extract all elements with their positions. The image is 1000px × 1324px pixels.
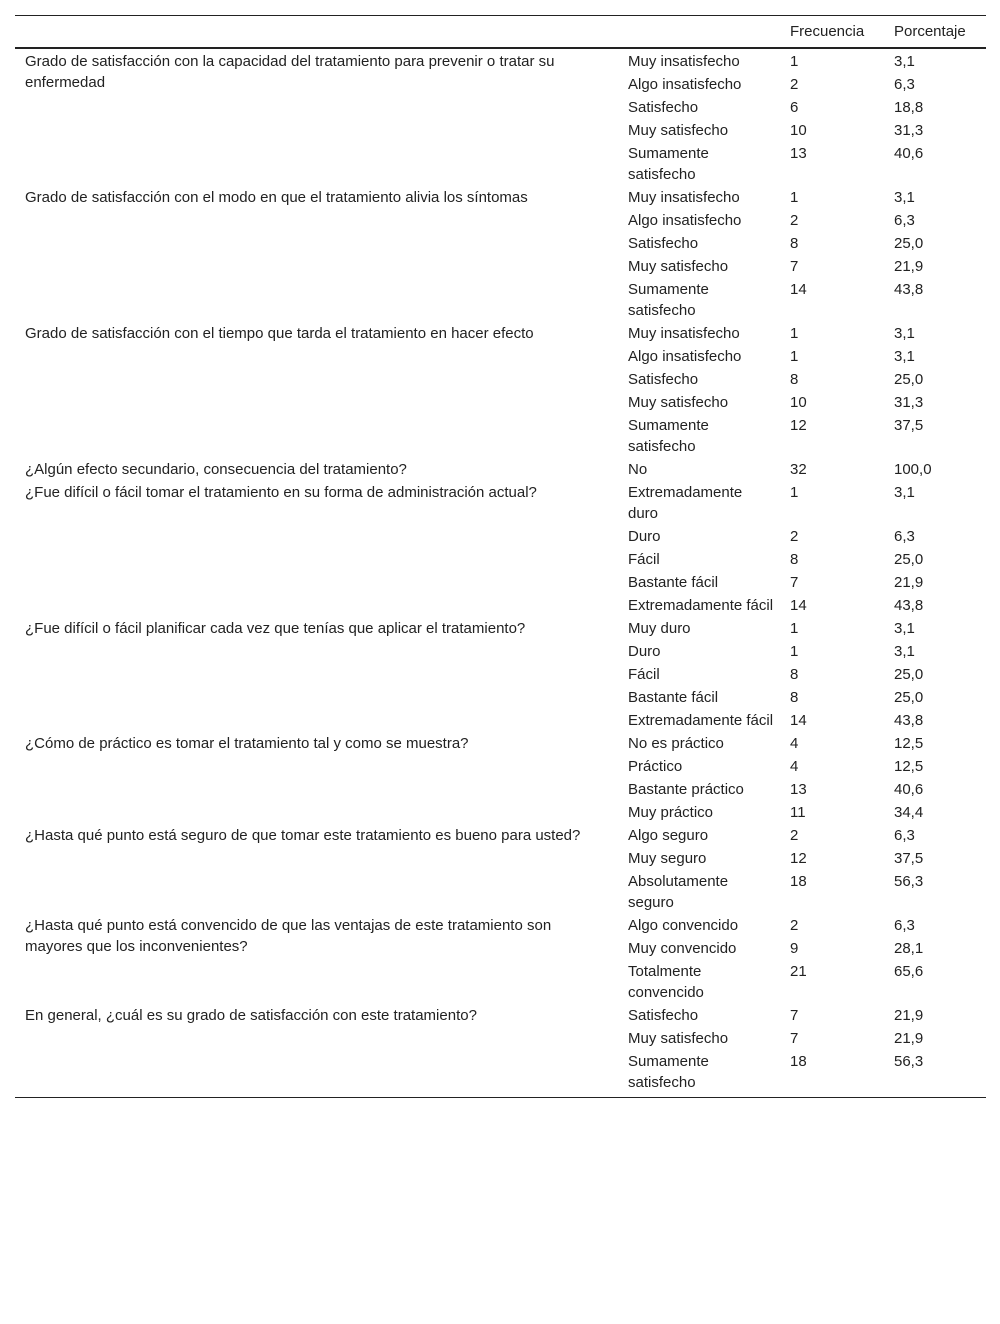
- frequency-cell: 11: [790, 804, 806, 821]
- frequency-cell: 12: [790, 850, 807, 867]
- response-cell: Sumamente satisfecho: [628, 1053, 709, 1091]
- frequency-cell: 9: [790, 940, 799, 957]
- table-row: [15, 617, 986, 640]
- response-cell: Algo convencido: [628, 917, 739, 934]
- response-cell: Muy satisfecho: [628, 122, 729, 139]
- results-table-container: [15, 15, 986, 1098]
- percentage-cell: 6,3: [894, 212, 915, 229]
- frequency-cell: 7: [790, 574, 799, 591]
- frequency-cell: 8: [790, 689, 799, 706]
- frequency-cell: 6: [790, 99, 799, 116]
- response-cell: Extremadamente fácil: [628, 712, 774, 729]
- percentage-cell: 3,1: [894, 643, 915, 660]
- satisfaction-table: [15, 15, 986, 1098]
- percentage-cell: 21,9: [894, 258, 924, 275]
- frequency-cell: 18: [790, 873, 807, 890]
- percentage-cell: 6,3: [894, 827, 915, 844]
- frequency-cell: 1: [790, 325, 799, 342]
- frequency-cell: 1: [790, 643, 799, 660]
- percentage-cell: 21,9: [894, 574, 924, 591]
- frequency-cell: 32: [790, 461, 807, 478]
- response-cell: Sumamente satisfecho: [628, 417, 709, 455]
- question-cell: Grado de satisfacción con el modo en que el tratamiento alivia los síntomas: [25, 189, 528, 206]
- percentage-cell: 56,3: [894, 1053, 924, 1070]
- response-cell: Práctico: [628, 758, 683, 775]
- percentage-cell: 40,6: [894, 781, 924, 798]
- response-cell: Satisfecho: [628, 1007, 699, 1024]
- percentage-cell: 43,8: [894, 597, 924, 614]
- question-cell: Grado de satisfacción con el tiempo que tarda el tratamiento en hacer efecto: [25, 325, 534, 342]
- response-cell: Muy satisfecho: [628, 394, 729, 411]
- percentage-cell: 6,3: [894, 917, 915, 934]
- table-header: [15, 16, 986, 49]
- question-cell: En general, ¿cuál es su grado de satisfacción con este tratamiento?: [25, 1007, 477, 1024]
- percentage-cell: 65,6: [894, 963, 924, 980]
- response-cell: Muy duro: [628, 620, 691, 637]
- question-cell: Grado de satisfacción con la capacidad del tratamiento para prevenir o tratar su enfermedad: [25, 53, 555, 91]
- percentage-cell: 31,3: [894, 394, 924, 411]
- percentage-cell: 12,5: [894, 735, 924, 752]
- response-cell: Muy satisfecho: [628, 258, 729, 275]
- frequency-cell: 8: [790, 666, 799, 683]
- percentage-cell: 43,8: [894, 281, 924, 298]
- frequency-cell: 12: [790, 417, 807, 434]
- percentage-cell: 3,1: [894, 620, 915, 637]
- table-row: [15, 732, 986, 755]
- percentage-cell: 21,9: [894, 1007, 924, 1024]
- frequency-cell: 13: [790, 781, 807, 798]
- percentage-cell: 25,0: [894, 689, 924, 706]
- response-cell: Extremadamente duro: [628, 484, 743, 522]
- question-cell: ¿Hasta qué punto está seguro de que tomar este tratamiento es bueno para usted?: [25, 827, 581, 844]
- percentage-cell: 6,3: [894, 76, 915, 93]
- header-frequency: Frecuencia: [790, 23, 865, 40]
- response-cell: Algo seguro: [628, 827, 709, 844]
- header-percentage: Porcentaje: [894, 23, 966, 40]
- frequency-cell: 4: [790, 758, 799, 775]
- percentage-cell: 18,8: [894, 99, 924, 116]
- response-cell: Satisfecho: [628, 235, 699, 252]
- percentage-cell: 25,0: [894, 666, 924, 683]
- response-cell: Algo insatisfecho: [628, 348, 742, 365]
- frequency-cell: 10: [790, 122, 807, 139]
- response-cell: Muy satisfecho: [628, 1030, 729, 1047]
- question-cell: ¿Fue difícil o fácil planificar cada vez que tenías que aplicar el tratamiento?: [25, 620, 526, 637]
- percentage-cell: 3,1: [894, 189, 915, 206]
- frequency-cell: 2: [790, 827, 799, 844]
- frequency-cell: 1: [790, 189, 799, 206]
- frequency-cell: 4: [790, 735, 799, 752]
- table-row: [15, 481, 986, 525]
- question-cell: ¿Cómo de práctico es tomar el tratamiento tal y como se muestra?: [25, 735, 469, 752]
- frequency-cell: 1: [790, 348, 799, 365]
- percentage-cell: 25,0: [894, 551, 924, 568]
- response-cell: Muy insatisfecho: [628, 53, 740, 70]
- frequency-cell: 2: [790, 212, 799, 229]
- response-cell: Muy insatisfecho: [628, 325, 740, 342]
- percentage-cell: 3,1: [894, 484, 915, 501]
- response-cell: Fácil: [628, 551, 660, 568]
- percentage-cell: 40,6: [894, 145, 924, 162]
- response-cell: Satisfecho: [628, 99, 699, 116]
- header-question: [15, 16, 618, 49]
- table-row: [15, 322, 986, 345]
- response-cell: Muy práctico: [628, 804, 714, 821]
- frequency-cell: 14: [790, 597, 807, 614]
- question-cell: ¿Hasta qué punto está convencido de que las ventajas de este tratamiento son mayores que los inconvenientes?: [25, 917, 552, 955]
- frequency-cell: 13: [790, 145, 807, 162]
- header-response: [618, 16, 780, 49]
- table-row: [15, 1004, 986, 1027]
- frequency-cell: 7: [790, 1007, 799, 1024]
- response-cell: Muy insatisfecho: [628, 189, 740, 206]
- response-cell: Totalmente convencido: [628, 963, 704, 1001]
- response-cell: Extremadamente fácil: [628, 597, 774, 614]
- table-body: [15, 48, 986, 1098]
- percentage-cell: 31,3: [894, 122, 924, 139]
- percentage-cell: 43,8: [894, 712, 924, 729]
- table-row: [15, 914, 986, 937]
- percentage-cell: 25,0: [894, 235, 924, 252]
- response-cell: Muy convencido: [628, 940, 737, 957]
- response-cell: Algo insatisfecho: [628, 76, 742, 93]
- percentage-cell: 25,0: [894, 371, 924, 388]
- frequency-cell: 10: [790, 394, 807, 411]
- percentage-cell: 3,1: [894, 53, 915, 70]
- percentage-cell: 6,3: [894, 528, 915, 545]
- table-row: [15, 458, 986, 481]
- frequency-cell: 7: [790, 1030, 799, 1047]
- percentage-cell: 34,4: [894, 804, 924, 821]
- percentage-cell: 3,1: [894, 348, 915, 365]
- response-cell: Muy seguro: [628, 850, 707, 867]
- frequency-cell: 21: [790, 963, 807, 980]
- question-cell: ¿Algún efecto secundario, consecuencia del tratamiento?: [25, 461, 407, 478]
- percentage-cell: 12,5: [894, 758, 924, 775]
- frequency-cell: 18: [790, 1053, 807, 1070]
- response-cell: Algo insatisfecho: [628, 212, 742, 229]
- frequency-cell: 2: [790, 528, 799, 545]
- frequency-cell: 14: [790, 281, 807, 298]
- response-cell: Sumamente satisfecho: [628, 281, 709, 319]
- frequency-cell: 1: [790, 484, 799, 501]
- question-cell: ¿Fue difícil o fácil tomar el tratamiento en su forma de administración actual?: [25, 484, 537, 501]
- frequency-cell: 8: [790, 235, 799, 252]
- frequency-cell: 14: [790, 712, 807, 729]
- percentage-cell: 28,1: [894, 940, 924, 957]
- response-cell: Duro: [628, 643, 661, 660]
- response-cell: Bastante práctico: [628, 781, 744, 798]
- response-cell: Satisfecho: [628, 371, 699, 388]
- percentage-cell: 100,0: [894, 461, 932, 478]
- response-cell: Fácil: [628, 666, 660, 683]
- percentage-cell: 56,3: [894, 873, 924, 890]
- response-cell: Bastante fácil: [628, 689, 719, 706]
- frequency-cell: 1: [790, 620, 799, 637]
- response-cell: Duro: [628, 528, 661, 545]
- percentage-cell: 21,9: [894, 1030, 924, 1047]
- response-cell: Bastante fácil: [628, 574, 719, 591]
- frequency-cell: 1: [790, 53, 799, 70]
- percentage-cell: 37,5: [894, 850, 924, 867]
- table-row: [15, 824, 986, 847]
- response-cell: No: [628, 461, 648, 478]
- percentage-cell: 37,5: [894, 417, 924, 434]
- response-cell: Absolutamente seguro: [628, 873, 729, 911]
- frequency-cell: 2: [790, 917, 799, 934]
- response-cell: Sumamente satisfecho: [628, 145, 709, 183]
- frequency-cell: 2: [790, 76, 799, 93]
- table-row: [15, 48, 986, 73]
- percentage-cell: 3,1: [894, 325, 915, 342]
- response-cell: No es práctico: [628, 735, 724, 752]
- frequency-cell: 8: [790, 551, 799, 568]
- frequency-cell: 7: [790, 258, 799, 275]
- header-row: [15, 16, 986, 49]
- table-row: [15, 186, 986, 209]
- frequency-cell: 8: [790, 371, 799, 388]
